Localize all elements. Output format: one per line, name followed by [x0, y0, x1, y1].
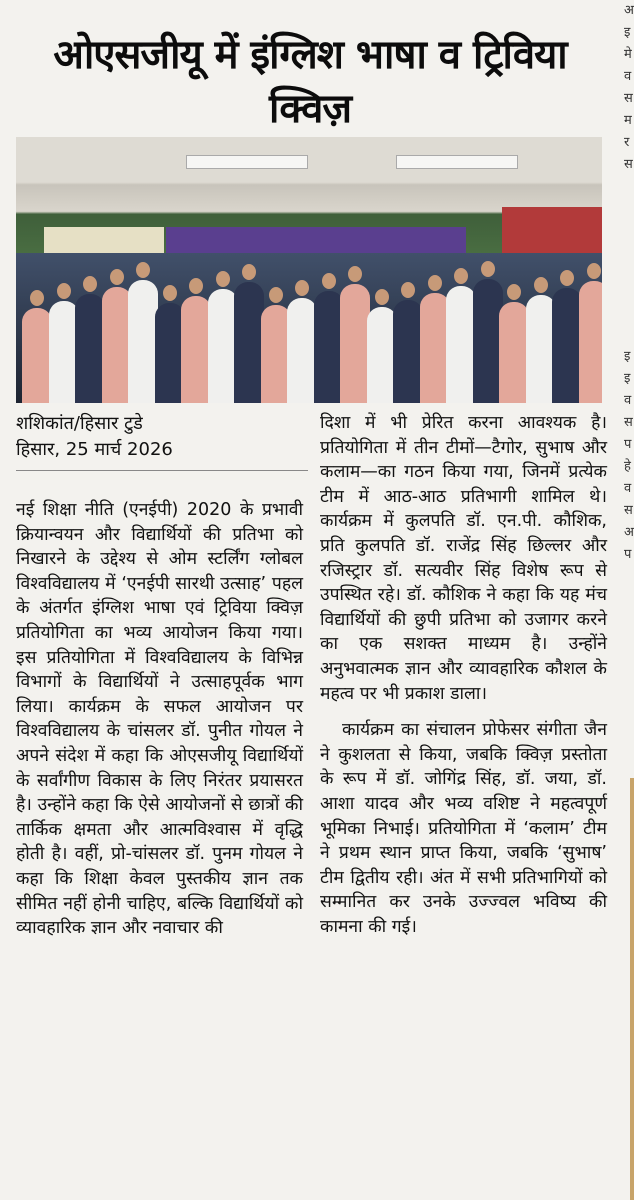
person-silhouette	[181, 296, 211, 403]
face-shape	[375, 289, 389, 305]
face-shape	[322, 273, 336, 289]
face-shape	[401, 282, 415, 298]
person-silhouette	[420, 293, 450, 403]
person-silhouette	[234, 282, 264, 403]
group-photo-image	[16, 137, 602, 403]
person-silhouette	[446, 286, 476, 403]
face-shape	[295, 280, 309, 296]
person-silhouette	[287, 298, 317, 403]
edge-glyph: इ	[624, 371, 631, 386]
person-silhouette	[128, 280, 158, 403]
article-column-left	[16, 498, 303, 941]
edge-glyph: म	[624, 113, 632, 128]
person-silhouette	[473, 279, 503, 403]
face-shape	[110, 269, 124, 285]
person-silhouette	[499, 302, 529, 403]
article-paragraph: कार्यक्रम का संचालन प्रोफेसर संगीता जैन ने कुशलता से किया, जबकि क्विज़ प्रस्तोता के रूप में डॉ. जोगिंद्र सिंह, डॉ. जया, डॉ. आशा यादव और भव्य वशिष्ट ने महत्वपूर्ण भूमिका निभाई। प्रतियोगिता में ‘कलाम’ टीम ने प्रथम स्थान प्राप्त किया, जबकि ‘सुभाष’ टीम द्वितीय रही। अंत में सभी प्रतिभागियों को सम्मानित कर उनके उज्ज्वल भविष्य की कामना की गई।	[320, 720, 607, 937]
person-silhouette	[314, 291, 344, 403]
byline	[16, 411, 308, 463]
face-shape	[189, 278, 203, 294]
face-shape	[587, 263, 601, 279]
face-shape	[30, 290, 44, 306]
byline-divider	[16, 470, 308, 471]
article-column-right	[320, 411, 607, 939]
students-group	[16, 253, 602, 403]
person-silhouette	[393, 300, 423, 403]
edge-glyph: प	[624, 437, 632, 452]
person-silhouette	[552, 288, 582, 403]
edge-glyph: अ	[624, 525, 634, 540]
headline-line-1: ओएसजीयू में इंग्लिश भाषा व ट्रिविया क्विज़	[53, 32, 567, 132]
face-shape	[454, 268, 468, 284]
face-shape	[534, 277, 548, 293]
ceiling-light-icon	[396, 155, 518, 169]
face-shape	[428, 275, 442, 291]
edge-glyph: स	[624, 415, 633, 430]
edge-glyph: स	[624, 157, 633, 172]
edge-glyph: प	[624, 547, 632, 562]
edge-glyph: मे	[624, 47, 632, 62]
face-shape	[83, 276, 97, 292]
article-paragraph: नई शिक्षा नीति (एनईपी) 2020 के प्रभावी क्रियान्वयन और विद्यार्थियों की प्रतिभा को निखारने के उद्देश्य से ओम स्टर्लिंग ग्लोबल विश्वविद्यालय में ‘एनईपी सारथी उत्साह’ पहल के अंतर्गत इंग्लिश भाषा एवं ट्रिविया क्विज़ प्रतियोगिता का भव्य आयोजन किया गया। इस प्रतियोगिता में विश्वविद्यालय के विभिन्न विभागों के विद्यार्थियों ने उत्साहपूर्वक भाग लिया। कार्यक्रम के सफल आयोजन पर विश्वविद्यालय के चांसलर डॉ. पुनीत गोयल ने अपने संदेश में कहा कि ओएसजीयू विद्यार्थियों के सर्वांगीण विकास के लिए निरंतर प्रयासरत है। उन्होंने कहा कि ऐसे आयोजनों से छात्रों की तार्किक क्षमता और आत्मविश्वास में वृद्धि होती है। वहीं, प्रो-चांसलर डॉ. पुनम गोयल ने कहा कि शिक्षा केवल पुस्तकीय ज्ञान तक सीमित नहीं होनी चाहिए, बल्कि विद्यार्थियों को व्यावहारिक ज्ञान और नवाचार की	[16, 500, 303, 939]
article-paragraph: दिशा में भी प्रेरित करना आवश्यक है। प्रतियोगिता में तीन टीमों—टैगोर, सुभाष और कलाम—का गठन किया गया, जिनमें प्रत्येक टीम में आठ-आठ प्रतिभागी शामिल थे। कार्यक्रम में कुलपति डॉ. एन.पी. कौशिक, प्रति कुलपति डॉ. राजेंद्र सिंह छिल्लर और रजिस्ट्रार डॉ. सत्यवीर सिंह विशेष रूप से उपस्थित रहे। डॉ. कौशिक ने कहा कि यह मंच विद्यार्थियों की छुपी प्रतिभा को उजागर करने का एक सशक्त माध्यम है। उन्होंने अनुभवात्मक ज्ञान और व्यावहारिक कौशल के महत्व पर भी प्रकाश डाला।	[320, 413, 607, 704]
face-shape	[507, 284, 521, 300]
person-silhouette	[155, 303, 185, 403]
byline-dateline: हिसार, 25 मार्च 2026	[16, 439, 173, 460]
person-silhouette	[261, 305, 291, 403]
edge-glyph: व	[624, 69, 632, 84]
byline-author: शशिकांत/हिसार टुडे	[16, 413, 143, 434]
person-silhouette	[367, 307, 397, 403]
person-silhouette	[526, 295, 556, 403]
edge-glyph: इ	[624, 25, 631, 40]
person-silhouette	[49, 301, 79, 403]
adjacent-column-bar	[630, 778, 634, 1200]
face-shape	[560, 270, 574, 286]
edge-glyph: इ	[624, 349, 631, 364]
edge-glyph: हे	[624, 459, 631, 474]
edge-glyph: अ	[624, 3, 634, 18]
ceiling-light-icon	[186, 155, 308, 169]
face-shape	[57, 283, 71, 299]
person-silhouette	[579, 281, 603, 403]
person-silhouette	[22, 308, 52, 403]
person-silhouette	[102, 287, 132, 403]
person-silhouette	[208, 289, 238, 403]
edge-glyph: स	[624, 91, 633, 106]
face-shape	[348, 266, 362, 282]
edge-glyph: स	[624, 503, 633, 518]
face-shape	[242, 264, 256, 280]
face-shape	[163, 285, 177, 301]
edge-glyph: व	[624, 393, 632, 408]
person-silhouette	[75, 294, 105, 403]
face-shape	[481, 261, 495, 277]
face-shape	[269, 287, 283, 303]
edge-glyph: र	[624, 135, 630, 150]
edge-glyph: व	[624, 481, 632, 496]
person-silhouette	[340, 284, 370, 403]
face-shape	[216, 271, 230, 287]
face-shape	[136, 262, 150, 278]
